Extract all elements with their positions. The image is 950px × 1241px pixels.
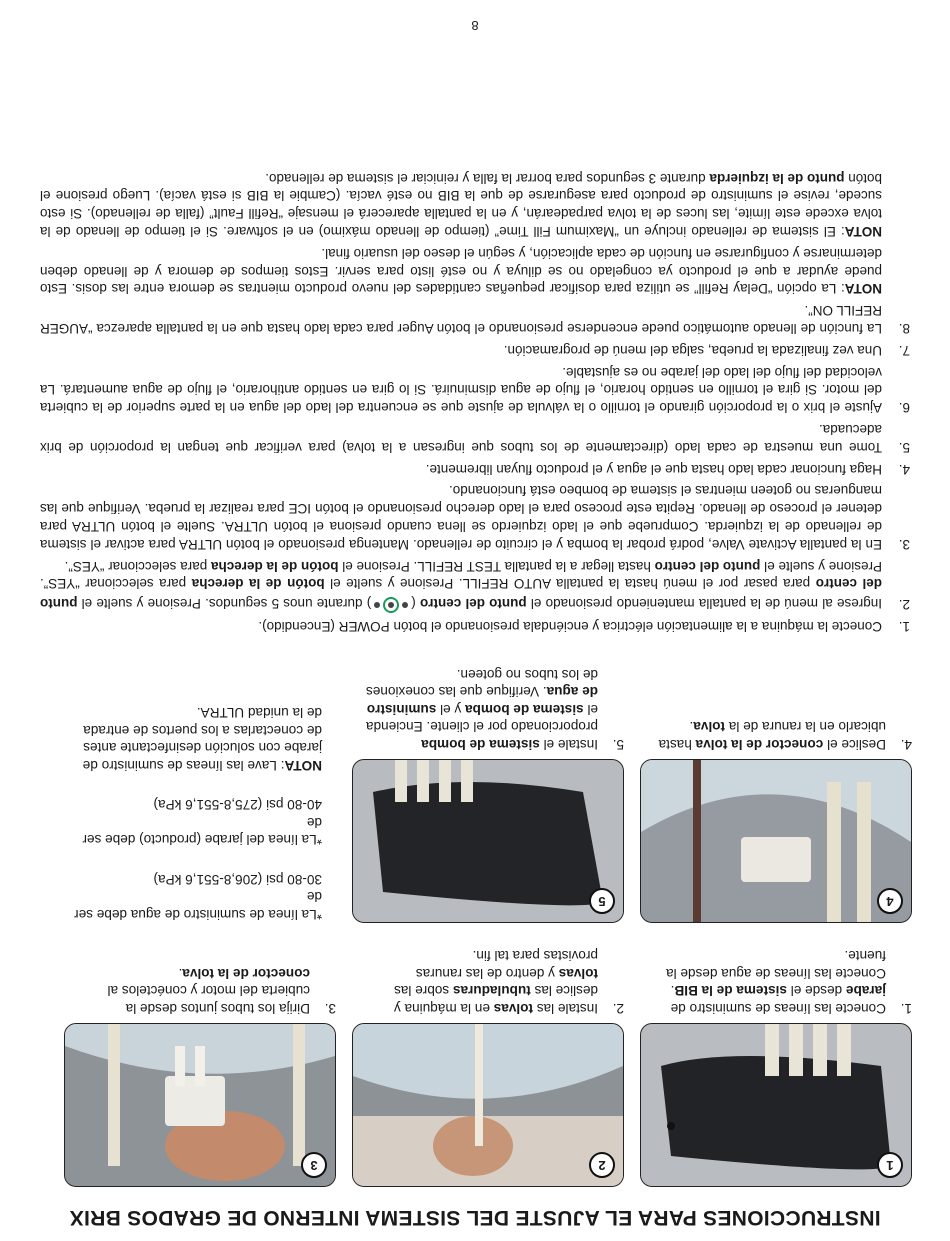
page-number: 8 (471, 18, 479, 33)
procedure-step-5: 5. Tome una muestra de cada lado (directamente de los tubos que ingresan a la tolva) para verificar que tengan la proporción de brix adecuada. (40, 422, 910, 455)
photo-number-badge: 1 (877, 1152, 903, 1178)
photo-2-image (353, 1024, 623, 1186)
max-fill-time-note: NOTA: El sistema de rellenado incluye un “Maximum Fill Time” (tiempo de llenado máximo) en el software. Si el tiempo de llenado de la tolva excede este límite, las luces de la tolva parpadearán, y en la pantalla aparecerá el mensaje “Refill Fault” (falla de rellenado). Si esto sucede, revise el suministro de producto para asegurarse de que la BIB no esté vacía. (Cambie la BIB si está vacía). Luego presione el botón punto de la izquierda durante 3 segundos para borrar la falla y reiniciar el sistema de rellenado. (40, 170, 882, 240)
step-1-caption: 1. Conecte las líneas de suministro de jarabe desde el sistema de la BIB. Conecte las líneas de agua desde la fuente. (666, 948, 912, 1016)
procedure-step-7: 7. Una vez finalizada la prueba, salga del menú de programación. (503, 342, 910, 358)
photo-4-image (641, 760, 911, 922)
delay-refill-note: NOTA: La opción “Delay Refill” se utiliza para dosificar pequeñas cantidades del nuevo producto mientras se demora entre las dosis. Esto puede ayudar a que el producto ya congelado no se diluya y no esté listo para servir. Estos tiempos de demora y de llenado deben determinarse y configurarse en función de cada aplicación, y según el deseo del usuario final. (40, 245, 882, 297)
center-dot-icon (371, 592, 411, 613)
photo-step-5 (352, 759, 624, 923)
photo-number-badge: 3 (301, 1152, 327, 1178)
page-title: INSTRUCCIONES PARA EL AJUSTE DEL SISTEMA INTERNO DE GRADOS BRIX (69, 1206, 881, 1229)
photo-1-image (641, 1024, 911, 1186)
photo-step-3 (64, 1023, 336, 1187)
line-pressure-notes (72, 704, 322, 923)
procedure-step-3: 3. En la pantalla Activate Valve, podrá probar la bomba y el circuito de rellenado. Mantenga presionado el botón ULTRA para activar el sistema de rellenado de la izquierda. Compruebe que el lado izquierdo se llena cuando presiona el botón ULTRA. Suelte el botón ULTRA para detener el proceso de llenado. Repita este proceso para el lado derecho presionando el botón ICE para realizar la prueba. Verifique que las mangueras no goteen mientras el sistema de bombeo está funcionando. (40, 483, 910, 552)
photo-number-badge: 4 (877, 888, 903, 914)
water-line-note: *La línea de suministro de agua debe ser de 30-80 psi (206,8-551,6 kPa) (74, 872, 322, 922)
procedure-step-4: 4. Haga funcionar cada lado hasta que el agua y el producto fluyan libremente. (425, 461, 910, 477)
procedure-step-6: 6. Ajuste el brix o la proporción girando el tornillo o la válvula de ajuste que se encuentra del lado del agua en la parte superior de la cubierta del motor. Si gira el tornillo en sentido horario, el flujo de agua disminuirá. Si lo gira en sentido antihorario, el flujo de agua aumentará. La velocidad del flujo del lado del jarabe no es ajustable. (40, 364, 910, 416)
photo-number-badge: 5 (589, 888, 615, 914)
step-2-caption: 2. Instale las tolvas en la máquina y deslice las tubuladuras sobre las tolvas y dentro de las ranuras provistas para tal fin. (393, 948, 624, 1016)
photo-number-badge: 2 (589, 1152, 615, 1178)
photo-step-4 (640, 759, 912, 923)
sanitize-note: NOTA: Lave las líneas de suministro de jarabe con solución desinfectante antes de conectarlas a los puertos de entrada de la unidad ULTRA. (82, 705, 322, 773)
procedure-list (40, 165, 910, 635)
photo-step-2 (352, 1023, 624, 1187)
photo-5-image (353, 760, 623, 922)
procedure-step-8: 8. La función de llenado automático puede encenderse presionando el botón Auger para cada lado hasta que en la pantalla aparezca “AUGER REFILL ON”. (40, 303, 910, 337)
step-5-caption: 5. Instale el sistema de bomba proporcionado por el cliente. Encienda el sistema de bomba y el suministro de agua. Verifique que las conexiones de los tubos no goteen. (365, 667, 624, 752)
photo-step-1 (640, 1023, 912, 1187)
step-4-caption: 4. Deslice el conector de la tolva hasta ubicarlo en la ranura de la tolva. (658, 719, 912, 752)
photo-3-image (65, 1024, 335, 1186)
procedure-step-1: 1. Conecte la máquina a la alimentación eléctrica y enciéndala presionando el botón POWER (Encendido). (258, 619, 910, 634)
syrup-line-note: *La línea del jarabe (producto) debe ser de 40-80 psi (275,8-551,6 kPa) (82, 797, 322, 848)
procedure-step-2: 2. Ingrese al menú de la pantalla manteniendo presionado el punto del centro () durante unos 5 segundos. Presione y suelte el punto del centro para pasar por el menú hasta la pantalla AUTO REFILL. Presione y suelte el botón de la derecha para seleccionar “YES”. Presione y suelte el punto del centro hasta llegar a la pantalla TEST REFILL. Presione el botón de la derecha para seleccionar “YES”. (39, 558, 910, 613)
step-3-caption: 3. Dirija los tubos juntos desde la cubierta del motor y conéctelos al conector de la tolva. (107, 966, 336, 1016)
